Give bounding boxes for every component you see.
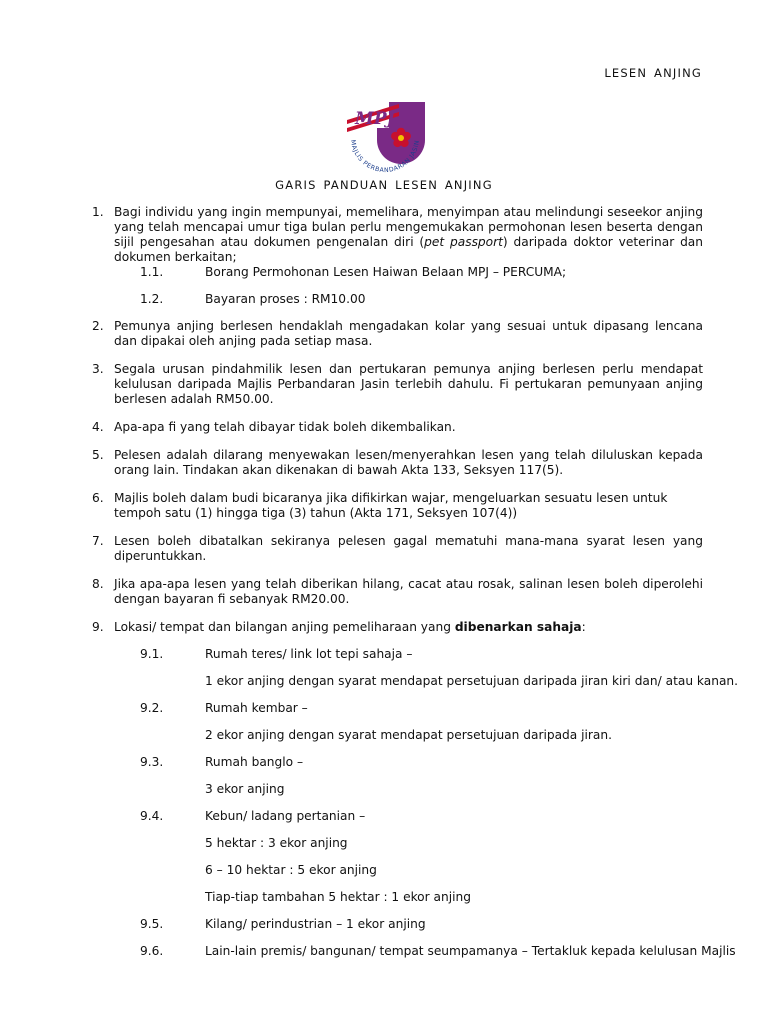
list-item xyxy=(92,319,703,349)
sub-item xyxy=(92,917,703,932)
sub-item xyxy=(92,728,703,743)
sub-item xyxy=(92,674,739,689)
sub-item xyxy=(92,292,703,307)
item-text: Lokasi/ tempat dan bilangan anjing pemeliharaan yang xyxy=(114,620,455,634)
sub-item-number: 9.4. xyxy=(140,809,164,823)
list-item xyxy=(92,577,703,607)
sub-item-text: Rumah teres/ link lot tepi sahaja – xyxy=(205,647,413,661)
sub-item-number: 9.6. xyxy=(140,944,164,958)
sub-item xyxy=(92,809,703,824)
sub-item-text: 3 ekor anjing xyxy=(205,782,285,796)
item-text: ) daripada doktor veterinar dan dokumen berkaitan; xyxy=(114,235,703,264)
header-label: LESEN ANJING xyxy=(604,66,702,80)
sub-item-text: 5 hektar : 3 ekor anjing xyxy=(205,836,348,850)
sub-item xyxy=(92,755,703,770)
mpj-logo xyxy=(337,98,433,176)
sub-item-text: Lain-lain premis/ bangunan/ tempat seumpamanya – Tertakluk kepada kelulusan Majlis xyxy=(205,944,736,958)
list-item xyxy=(92,491,703,521)
sub-item xyxy=(92,890,703,905)
guideline-list xyxy=(92,205,739,959)
sub-item-text: Kilang/ perindustrian – 1 ekor anjing xyxy=(205,917,426,931)
location-sub-list xyxy=(92,647,739,959)
sub-item-number: 9.5. xyxy=(140,917,164,931)
sub-item-number: 1.1. xyxy=(140,265,164,279)
item-text: Jika apa-apa lesen yang telah diberikan hilang, cacat atau rosak, salinan lesen boleh diperolehi dengan bayaran fi sebanyak RM20.00. xyxy=(114,577,703,606)
item-number: 7. xyxy=(92,534,104,548)
sub-item-number: 9.3. xyxy=(140,755,164,769)
item-number: 9. xyxy=(92,620,104,634)
list-item xyxy=(92,362,703,407)
sub-item-number: 9.2. xyxy=(140,701,164,715)
item-text: Segala urusan pindahmilik lesen dan pertukaran pemunya anjing berlesen perlu mendapat kelulusan daripada Majlis Perbandaran Jasin terlebih dahulu. Fi pertukaran pemunyaan anjing berlesen adalah RM50.00. xyxy=(114,362,703,406)
sub-item-number: 1.2. xyxy=(140,292,164,306)
item-number: 6. xyxy=(92,491,104,505)
logo-ring-text: MAJLIS PERBANDARAN JASIN xyxy=(348,139,422,175)
sub-item-text: Kebun/ ladang pertanian – xyxy=(205,809,366,823)
logo-initials: MPJ xyxy=(355,109,395,129)
list-item xyxy=(92,420,703,435)
sub-item xyxy=(92,701,703,716)
item-text: : xyxy=(581,620,586,634)
sub-item-number: 9.1. xyxy=(140,647,164,661)
item-text: Pemunya anjing berlesen hendaklah mengadakan kolar yang sesuai untuk dipasang lencana dan dipakai oleh anjing pada setiap masa. xyxy=(114,319,703,348)
item-text: Majlis boleh dalam budi bicaranya jika difikirkan wajar, mengeluarkan sesuatu lesen untuk tempoh satu (1) hingga tiga (3) tahun (Akta 171, Seksyen 107(4)) xyxy=(114,491,668,520)
item-number: 8. xyxy=(92,577,104,591)
sub-item xyxy=(92,836,703,851)
document-title: GARIS PANDUAN LESEN ANJING xyxy=(275,178,493,192)
sub-item xyxy=(92,944,736,959)
item-number: 4. xyxy=(92,420,104,434)
item-text: Apa-apa fi yang telah dibayar tidak boleh dikembalikan. xyxy=(114,420,456,434)
sub-item-text: Bayaran proses : RM10.00 xyxy=(205,292,366,306)
sub-item-text: Rumah banglo – xyxy=(205,755,304,769)
sub-item-text: Borang Permohonan Lesen Haiwan Belaan MPJ – PERCUMA; xyxy=(205,265,567,279)
list-item xyxy=(92,448,703,478)
item-number: 3. xyxy=(92,362,104,376)
sub-item-text: 2 ekor anjing dengan syarat mendapat persetujuan daripada jiran. xyxy=(205,728,612,742)
sub-item xyxy=(92,647,703,662)
sub-item xyxy=(92,863,703,878)
item-text-italic: pet passport xyxy=(424,235,503,249)
sub-item xyxy=(92,265,703,280)
item-text: Bagi individu yang ingin mempunyai, memelihara, menyimpan atau melindungi seseekor anjing yang telah mencapai umur tiga bulan perlu mengemukakan permohonan lesen beserta dengan sijil pengesahan atau dokumen pengenalan diri ( xyxy=(114,205,703,249)
item-text: Pelesen adalah dilarang menyewakan lesen/menyerahkan lesen yang telah diluluskan kepada orang lain. Tindakan akan dikenakan di bawah Akta 133, Seksyen 117(5). xyxy=(114,448,703,477)
item-number: 5. xyxy=(92,448,104,462)
item-text: Lesen boleh dibatalkan sekiranya pelesen gagal mematuhi mana-mana syarat lesen yang diperuntukkan. xyxy=(114,534,703,563)
sub-item xyxy=(92,782,703,797)
item-number: 1. xyxy=(92,205,104,219)
sub-item-text: 6 – 10 hektar : 5 ekor anjing xyxy=(205,863,377,877)
list-item xyxy=(92,534,703,564)
item-number: 2. xyxy=(92,319,104,333)
sub-item-text: Tiap-tiap tambahan 5 hektar : 1 ekor anjing xyxy=(205,890,471,904)
list-item xyxy=(92,205,703,265)
list-item xyxy=(92,620,703,635)
sub-item-text: Rumah kembar – xyxy=(205,701,308,715)
item-text-bold: dibenarkan sahaja xyxy=(454,620,582,634)
sub-item-text: 1 ekor anjing dengan syarat mendapat persetujuan daripada jiran kiri dan/ atau kanan. xyxy=(205,674,739,688)
